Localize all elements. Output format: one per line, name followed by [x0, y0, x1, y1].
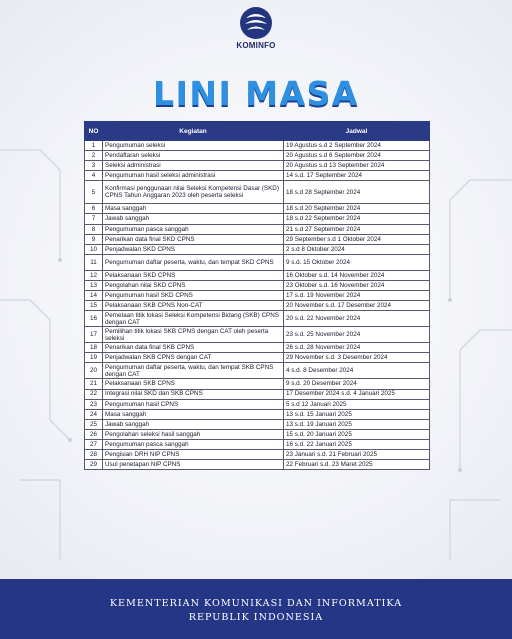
table-row — [85, 181, 430, 204]
schedule-table — [84, 121, 430, 470]
row-kegiatan: Konfirmasi penggunaan nilai Seleksi Kompetensi Dasar (SKD) CPNS Tahun Anggaran 2023 oleh peserta seleksi — [103, 181, 284, 204]
logo — [0, 6, 512, 50]
row-number: 12 — [85, 270, 103, 280]
row-number: 18 — [85, 343, 103, 353]
table-row — [85, 439, 430, 449]
row-jadwal: 23 Oktober s.d. 16 November 2024 — [284, 280, 430, 290]
table-row — [85, 171, 430, 181]
row-number: 20 — [85, 363, 103, 379]
table-row — [85, 399, 430, 409]
row-number: 28 — [85, 450, 103, 460]
row-number: 5 — [85, 181, 103, 204]
table-row — [85, 254, 430, 270]
row-kegiatan: Pendaftaran seleksi — [103, 151, 284, 161]
row-jadwal: 29 November s.d. 3 Desember 2024 — [284, 353, 430, 363]
row-number: 15 — [85, 301, 103, 311]
row-jadwal: 19 Agustus s.d 2 September 2024 — [284, 141, 430, 151]
table-row — [85, 363, 430, 379]
table-row — [85, 234, 430, 244]
table-row — [85, 244, 430, 254]
row-jadwal: 15 s.d. 20 Januari 2025 — [284, 429, 430, 439]
footer — [0, 579, 512, 639]
row-number: 2 — [85, 151, 103, 161]
table-row — [85, 151, 430, 161]
column-header-jadwal: Jadwal — [284, 122, 430, 141]
table-row — [85, 270, 430, 280]
row-kegiatan: Penjadwalan SKB CPNS dengan CAT — [103, 353, 284, 363]
row-kegiatan: Pengolahan seleksi hasil sanggah — [103, 429, 284, 439]
row-jadwal: 29 September s.d 1 Oktober 2024 — [284, 234, 430, 244]
row-kegiatan: Pengumuman pasca sanggah — [103, 224, 284, 234]
row-jadwal: 4 s.d. 8 Desember 2024 — [284, 363, 430, 379]
table-row — [85, 301, 430, 311]
row-kegiatan: Penarikan data final SKD CPNS — [103, 234, 284, 244]
row-jadwal: 13 s.d. 15 Januari 2025 — [284, 409, 430, 419]
row-kegiatan: Integrasi nilai SKD dan SKB CPNS — [103, 389, 284, 399]
row-kegiatan: Pengumuman hasil seleksi administrasi — [103, 171, 284, 181]
table-row — [85, 460, 430, 470]
table-row — [85, 291, 430, 301]
row-number: 8 — [85, 224, 103, 234]
row-number: 1 — [85, 141, 103, 151]
row-number: 26 — [85, 429, 103, 439]
row-number: 4 — [85, 171, 103, 181]
row-number: 9 — [85, 234, 103, 244]
row-kegiatan: Pengisian DRH NIP CPNS — [103, 450, 284, 460]
row-number: 6 — [85, 204, 103, 214]
row-kegiatan: Seleksi administrasi — [103, 161, 284, 171]
table-row — [85, 214, 430, 224]
row-jadwal: 21 s.d 27 September 2024 — [284, 224, 430, 234]
logo-text: KOMINFO — [236, 41, 276, 50]
row-number: 10 — [85, 244, 103, 254]
table-row — [85, 204, 430, 214]
table-row — [85, 327, 430, 343]
row-kegiatan: Pemetaan titik lokasi Seleksi Kompetensi Bidang (SKB) CPNS dengan CAT — [103, 311, 284, 327]
row-number: 7 — [85, 214, 103, 224]
table-row — [85, 419, 430, 429]
row-jadwal: 16 Oktober s.d. 14 November 2024 — [284, 270, 430, 280]
table-row — [85, 429, 430, 439]
row-kegiatan: Penarikan data final SKB CPNS — [103, 343, 284, 353]
row-jadwal: 22 Februari s.d. 23 Maret 2025 — [284, 460, 430, 470]
row-kegiatan: Pengumuman seleksi — [103, 141, 284, 151]
table-row — [85, 141, 430, 151]
table-header-row — [85, 122, 430, 141]
row-jadwal: 9 s.d. 20 Desember 2024 — [284, 379, 430, 389]
row-jadwal: 20 s.d. 22 November 2024 — [284, 311, 430, 327]
table-row — [85, 409, 430, 419]
row-kegiatan: Pelaksanaan SKB CPNS — [103, 379, 284, 389]
row-jadwal: 14 s.d. 17 September 2024 — [284, 171, 430, 181]
row-jadwal: 20 Agustus s.d 13 September 2024 — [284, 161, 430, 171]
row-jadwal: 17 Desember 2024 s.d. 4 Januari 2025 — [284, 389, 430, 399]
row-kegiatan: Masa sanggah — [103, 409, 284, 419]
row-kegiatan: Pelaksanaan SKD CPNS — [103, 270, 284, 280]
row-number: 11 — [85, 254, 103, 270]
row-kegiatan: Pengolahan nilai SKD CPNS — [103, 280, 284, 290]
footer-ministry-name: KEMENTERIAN KOMUNIKASI DAN INFORMATIKA — [109, 598, 403, 609]
row-kegiatan: Usul penetapan NIP CPNS — [103, 460, 284, 470]
table-row — [85, 161, 430, 171]
table-row — [85, 343, 430, 353]
row-jadwal: 23 Januari s.d. 21 Februari 2025 — [284, 450, 430, 460]
page-title: LINI MASA — [153, 74, 359, 113]
row-kegiatan: Pelaksanaan SKB CPNS Non-CAT — [103, 301, 284, 311]
table-row — [85, 353, 430, 363]
row-jadwal: 17 s.d. 19 November 2024 — [284, 291, 430, 301]
row-kegiatan: Jawab sanggah — [103, 214, 284, 224]
row-number: 3 — [85, 161, 103, 171]
row-jadwal: 20 Agustus s.d 6 September 2024 — [284, 151, 430, 161]
row-number: 29 — [85, 460, 103, 470]
table-row — [85, 224, 430, 234]
row-jadwal: 20 November s.d. 17 Desember 2024 — [284, 301, 430, 311]
row-jadwal: 13 s.d. 19 Januari 2025 — [284, 419, 430, 429]
row-kegiatan: Masa sanggah — [103, 204, 284, 214]
row-jadwal: 23 s.d. 25 November 2024 — [284, 327, 430, 343]
row-number: 16 — [85, 311, 103, 327]
row-number: 27 — [85, 439, 103, 449]
row-jadwal: 18 s.d 22 September 2024 — [284, 214, 430, 224]
table-row — [85, 389, 430, 399]
row-kegiatan: Pengumuman hasil SKD CPNS — [103, 291, 284, 301]
table-row — [85, 311, 430, 327]
row-kegiatan: Jawab sanggah — [103, 419, 284, 429]
row-jadwal: 18 s.d 20 September 2024 — [284, 204, 430, 214]
column-header-no: NO — [85, 122, 103, 141]
row-jadwal: 2 s.d 8 Oktober 2024 — [284, 244, 430, 254]
row-number: 23 — [85, 399, 103, 409]
row-jadwal: 16 s.d. 22 Januari 2025 — [284, 439, 430, 449]
column-header-kegiatan: Kegiatan — [103, 122, 284, 141]
kominfo-logo-icon — [239, 6, 273, 40]
row-number: 13 — [85, 280, 103, 290]
row-number: 14 — [85, 291, 103, 301]
row-kegiatan: Penjadwalan SKD CPNS — [103, 244, 284, 254]
row-number: 21 — [85, 379, 103, 389]
row-jadwal: 18 s.d 28 September 2024 — [284, 181, 430, 204]
row-number: 22 — [85, 389, 103, 399]
row-number: 25 — [85, 419, 103, 429]
row-kegiatan: Pengumuman pasca sanggah — [103, 439, 284, 449]
table-row — [85, 379, 430, 389]
row-number: 17 — [85, 327, 103, 343]
row-kegiatan: Pengumuman daftar peserta, waktu, dan tempat SKB CPNS dengan CAT — [103, 363, 284, 379]
table-row — [85, 450, 430, 460]
row-number: 19 — [85, 353, 103, 363]
row-kegiatan: Pengumuman hasil CPNS — [103, 399, 284, 409]
footer-country-name: REPUBLIK INDONESIA — [188, 612, 324, 623]
table-row — [85, 280, 430, 290]
row-number: 24 — [85, 409, 103, 419]
row-kegiatan: Pengumuman daftar peserta, waktu, dan tempat SKD CPNS — [103, 254, 284, 270]
row-kegiatan: Pemilihan titik lokasi SKB CPNS dengan CAT oleh peserta seleksi — [103, 327, 284, 343]
row-jadwal: 5 s.d 12 Januari 2025 — [284, 399, 430, 409]
row-jadwal: 26 s.d. 28 November 2024 — [284, 343, 430, 353]
row-jadwal: 9 s.d. 15 Oktober 2024 — [284, 254, 430, 270]
